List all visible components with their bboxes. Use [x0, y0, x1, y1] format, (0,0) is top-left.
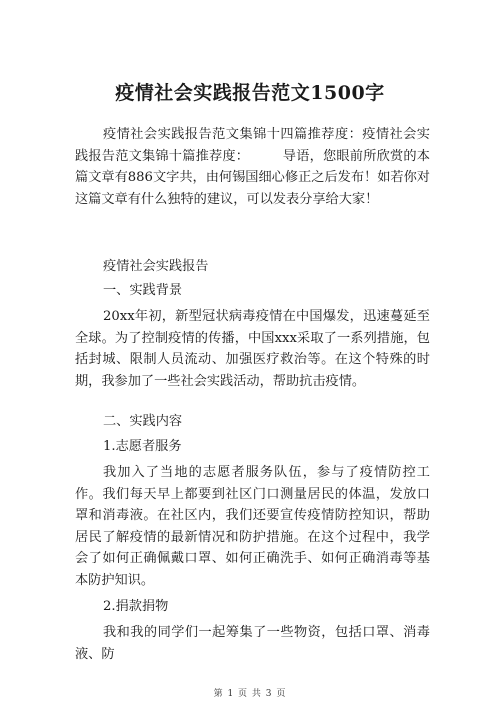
paragraph-volunteer: 我加入了当地的志愿者服务队伍，参与了疫情防控工作。我们每天早上都要到社区门口测量居民的体温，发放口罩和消毒液。在社区内，我们还要宣传疫情防控知识，帮助居民了解疫情的最新情况和防护措施。在这个过程中，我学会了如何正确佩戴口罩、如何正确洗手、如何正确消毒等基本防护知识。 — [75, 465, 430, 588]
heading-content: 二、实践内容 — [103, 414, 183, 429]
section-title: 疫情社会实践报告 — [103, 259, 209, 274]
paragraph-donation: 我和我的同学们一起筹集了一些物资，包括口罩、消毒液、防 — [75, 625, 430, 662]
intro-paragraph: 疫情社会实践报告范文集锦十四篇推荐度：疫情社会实践报告范文集锦十篇推荐度： 导语，您眼前所欣赏的本篇文章有886文字共，由何锡国细心修正之后发布！如若你对这篇文章有什么独特的建议，可以发表分享给大家！ — [75, 127, 430, 207]
paragraph-background: 20xx年初，新型冠状病毒疫情在中国爆发，迅速蔓延至全球。为了控制疫情的传播，中国xxx采取了一系列措施，包括封城、限制人员流动、加强医疗救治等。在这个特殊的时期，我参加了一些社会实践活动，帮助抗击疫情。 — [75, 309, 430, 389]
heading-volunteer: 1.志愿者服务 — [103, 439, 182, 454]
document-title: 疫情社会实践报告范文1500字 — [115, 82, 385, 104]
heading-donation: 2.捐款捐物 — [103, 599, 169, 614]
page-footer: 第 1 页 共 3 页 — [213, 689, 287, 699]
heading-background: 一、实践背景 — [103, 283, 183, 298]
